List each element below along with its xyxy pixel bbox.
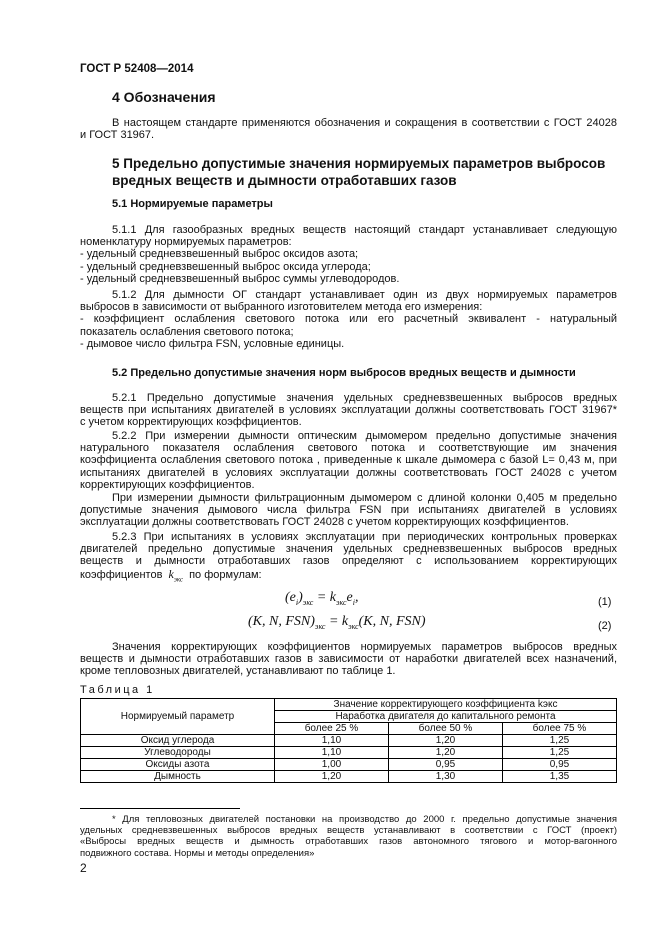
text-line: коэффициента ослабления светового потока , приведенные к шкале дымомера с базой L= 0,43 м, при [80,454,617,467]
text-line: - дымовое число фильтра FSN, условные единицы. [80,337,345,350]
text-line: 5.1.1 Для газообразных вредных веществ настоящий стандарт устанавливает следующую [112,224,617,236]
text-line: показатель ослабления светового потока; [80,325,294,338]
cell: 1,25 [502,747,616,759]
paragraph-5-2-2-filter [80,492,617,529]
k-subscript: экс [173,575,184,583]
table-row [81,771,617,783]
row-name: Оксид углерода [81,735,275,747]
text-line: номенклатуру нормируемых параметров: [80,236,292,249]
formula-1: $(e_i)_{экс} = k_{экс}e_i$, [285,590,359,607]
table-header-row [81,699,617,711]
table-row [81,747,617,759]
text-line: веществ и дымности отработавших газов определяют с использованием корректирующих [80,555,617,568]
text-line: допустимые значения дымового числа фильтра FSN при испытаниях двигателей в условиях [80,504,617,517]
section-5-title-line: 5 Предельно допустимые значения нормируемых параметров выбросов [112,156,606,171]
cell: 1,20 [275,771,389,783]
footnote [80,814,617,859]
cell: 1,10 [275,735,389,747]
text-line [80,568,617,586]
document-header: ГОСТ Р 52408—2014 [80,63,194,75]
text-line: натурального показателя ослабления светового потока и соответствующие им значения [80,442,617,455]
text-line: - удельный средневзвешенный выброс оксидов азота; [80,248,359,261]
paragraph-5-1-1 [80,224,617,285]
section-4-title: 4 Обозначения [112,89,216,105]
subsection-5-1-title: 5.1 Нормируемые параметры [112,198,273,210]
section-5-title [112,155,617,189]
text-line: испытаниях двигателей в условиях эксплуатации должны соответствовать ГОСТ 24028 с учетом [80,466,617,479]
cell: 1,00 [275,759,389,771]
subgroup-header: Наработка двигателя до капитального ремонта [275,711,617,723]
cell: 0,95 [502,759,616,771]
row-name: Оксиды азота [81,759,275,771]
paragraph-after-formulas [80,641,617,678]
text-line: и ГОСТ 31967. [80,129,155,142]
param-header: Нормируемый параметр [81,699,275,735]
text-line: «Выбросы вредных веществ и дымность отработавших газов автономного тягового и мотор-вагонного [80,836,617,848]
text-line: 5.2.2 При измерении дымности оптическим дымомером предельно допустимые значения [112,430,617,442]
text-line: 5.1.2 Для дымности ОГ стандарт устанавливает один из двух нормируемых параметров [112,289,617,301]
page-number: 2 [80,861,87,875]
text-line: подвижного состава. Нормы и методы определения» [80,847,315,859]
paragraph-5-2-1 [80,392,617,429]
text-line: Значения корректирующих коэффициентов нормируемых параметров выбросов вредных [112,641,617,653]
text-line: эксплуатации должны соответствовать ГОСТ 24028 с учетом корректирующих коэффициентов. [80,516,569,529]
text-line: кроме тепловозных двигателей, устанавливают по таблице 1. [80,665,396,678]
text-line: веществ и дымности отработавших газов в зависимости от наработки двигателей всех назначений, [80,653,617,666]
text-line: - коэффициент ослабления светового потока или его расчетный эквивалент - натуральный [80,313,617,326]
cell: 1,20 [388,735,502,747]
text-line: удельных средневзвешенных выбросов вредных веществ устанавливают в соответствии с ГОСТ (проект) [80,825,617,837]
paragraph-5-1-2 [80,289,617,350]
column-header: более 75 % [502,723,616,735]
text-line: 5.2.1 Предельно допустимые значения удельных средневзвешенных выбросов вредных [112,392,617,404]
column-header: более 25 % [275,723,389,735]
text-line: * Для тепловозных двигателей постановки на производство до 2000 г. предельно допустимые значения [112,814,617,825]
text-line: - удельный средневзвешенный выброс суммы углеводородов. [80,272,400,285]
text-fragment: коэффициентов [80,568,163,581]
row-name: Дымность [81,771,275,783]
text-line: 5.2.3 При испытаниях в условиях эксплуатации при периодических контрольных проверках [112,531,617,543]
coefficients-table [80,698,617,783]
formula-2: (K, N, $FSN)_{экс} = k_{экс}(K$, N, FSN) [248,614,426,631]
section-4-text [80,117,617,141]
table-row [81,735,617,747]
text-line: с учетом корректирующих коэффициентов. [80,416,302,429]
cell: 1,35 [502,771,616,783]
subsection-5-2-title: 5.2 Предельно допустимые значения норм выбросов вредных веществ и дымности [112,367,576,379]
text-line: выбросов в зависимости от выбранного изготовителем метода его измерения: [80,301,483,314]
cell: 0,95 [388,759,502,771]
footnote-separator [80,808,240,809]
formula-2-number: (2) [598,620,612,632]
paragraph-5-2-3 [80,531,617,585]
cell: 1,10 [275,747,389,759]
table-row [81,759,617,771]
cell: 1,30 [388,771,502,783]
column-header: более 50 % [388,723,502,735]
row-name: Углеводороды [81,747,275,759]
group-header: Значение корректирующего коэффициента kэкс [275,699,617,711]
paragraph-5-2-2 [80,430,617,491]
text-fragment: по формулам: [189,568,262,581]
text-line: веществ при испытаниях двигателей в условиях эксплуатации должны соответствовать ГОСТ 31967* [80,404,617,417]
text-line: При измерении дымности фильтрационным дымомером с длиной колонки 0,405 м предельно [112,492,617,504]
text-line: двигателей предельно допустимые значения удельных средневзвешенных выбросов вредных [80,543,617,556]
table-caption: Таблица 1 [80,684,155,696]
k-symbol [169,567,184,581]
cell: 1,20 [388,747,502,759]
cell: 1,25 [502,735,616,747]
k-letter: k [168,566,174,581]
text-line: корректирующих коэффициентов. [80,478,255,491]
text-line: В настоящем стандарте применяются обозначения и сокращения в соответствии с ГОСТ 24028 [112,117,617,129]
section-5-title-line: вредных веществ и дымности отработавших газов [112,173,457,188]
text-line: - удельный средневзвешенный выброс оксида углерода; [80,260,371,273]
formula-1-number: (1) [598,596,612,608]
